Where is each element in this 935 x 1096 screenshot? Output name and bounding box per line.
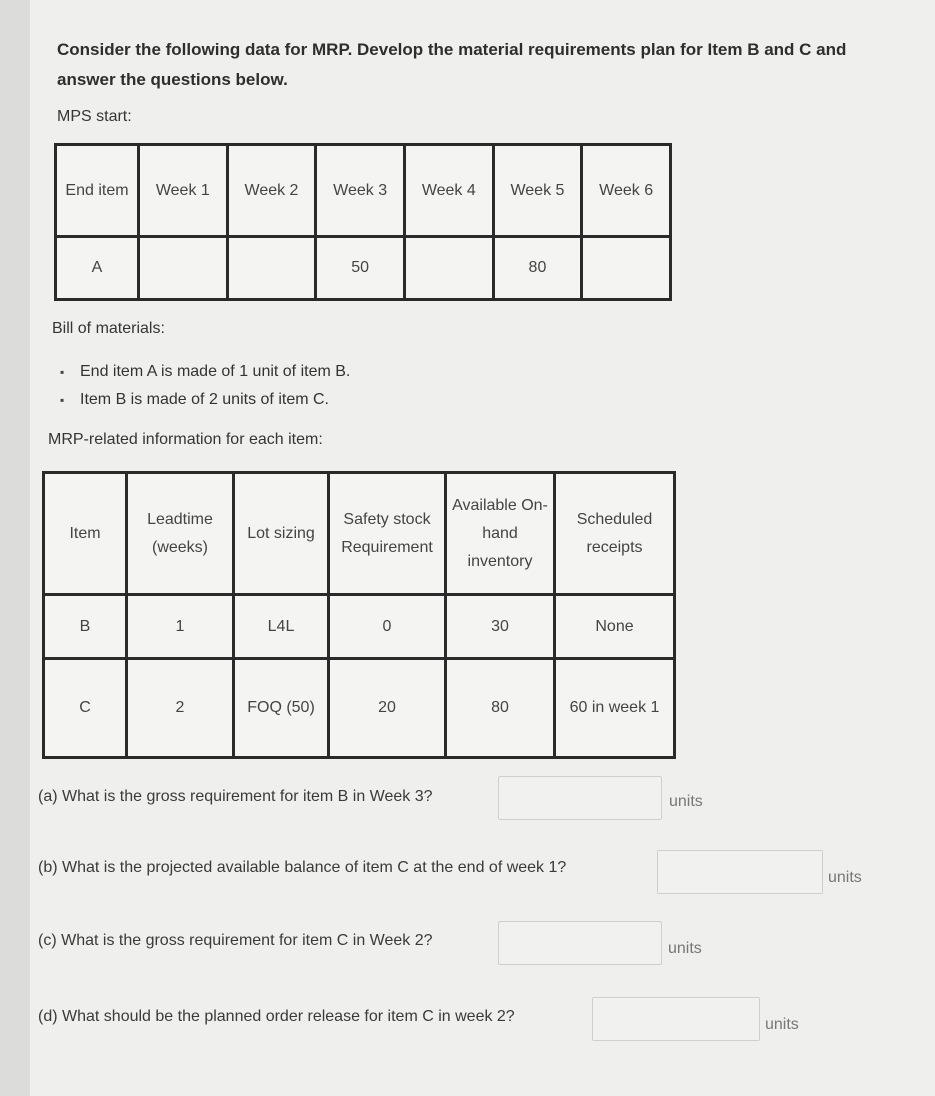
mps-table — [54, 143, 672, 301]
mps-header-cell: Week 2 — [227, 145, 316, 237]
answer-b-input[interactable] — [657, 850, 823, 894]
question-a: (a) What is the gross requirement for item B in Week 3? — [38, 788, 433, 805]
mps-cell — [227, 237, 316, 300]
mrp-header-cell: Lot sizing — [234, 473, 329, 595]
mps-cell — [582, 237, 671, 300]
mrp-row-c — [44, 659, 675, 758]
mps-header-cell: Week 4 — [404, 145, 493, 237]
answer-c-input[interactable] — [498, 921, 662, 965]
mrp-cell: 60 in week 1 — [555, 659, 675, 758]
mrp-cell: 20 — [329, 659, 446, 758]
bom-item: ▪ End item A is made of 1 unit of item B. — [60, 358, 350, 386]
mrp-row-b — [44, 595, 675, 659]
mps-header-cell: Week 1 — [139, 145, 228, 237]
mrp-header-cell: Available On-hand inventory — [446, 473, 555, 595]
mps-label: MPS start: — [57, 108, 132, 125]
mrp-cell: 2 — [127, 659, 234, 758]
mrp-cell: 1 — [127, 595, 234, 659]
mrp-cell: 0 — [329, 595, 446, 659]
mps-header-cell: End item — [56, 145, 139, 237]
mrp-cell: 30 — [446, 595, 555, 659]
mps-cell — [139, 237, 228, 300]
question-d: (d) What should be the planned order release for item C in week 2? — [38, 1008, 515, 1025]
mrp-label: MRP-related information for each item: — [48, 431, 323, 448]
unit-b: units — [828, 869, 862, 886]
mps-cell — [404, 237, 493, 300]
answer-d-input[interactable] — [592, 997, 760, 1041]
mps-cell: 80 — [493, 237, 582, 300]
mrp-header-row — [44, 473, 675, 595]
page-edge — [0, 0, 30, 1096]
mps-header-cell: Week 3 — [316, 145, 405, 237]
mps-row-a — [56, 237, 671, 300]
mps-header-row — [56, 145, 671, 237]
mrp-cell: L4L — [234, 595, 329, 659]
mrp-cell: FOQ (50) — [234, 659, 329, 758]
mrp-header-cell: Safety stock Requirement — [329, 473, 446, 595]
mrp-cell: None — [555, 595, 675, 659]
mps-header-cell: Week 5 — [493, 145, 582, 237]
question-b: (b) What is the projected available balance of item C at the end of week 1? — [38, 859, 567, 876]
mps-cell: A — [56, 237, 139, 300]
mrp-table — [42, 471, 676, 759]
bom-list — [60, 358, 350, 414]
unit-a: units — [669, 793, 703, 810]
mrp-cell: 80 — [446, 659, 555, 758]
mrp-cell: C — [44, 659, 127, 758]
mrp-cell: B — [44, 595, 127, 659]
question-c: (c) What is the gross requirement for item C in Week 2? — [38, 932, 433, 949]
answer-a-input[interactable] — [498, 776, 662, 820]
mrp-header-cell: Leadtime (weeks) — [127, 473, 234, 595]
mps-cell: 50 — [316, 237, 405, 300]
intro-text: Consider the following data for MRP. Develop the material requirements plan for Item B and C and answer the questions below. — [57, 40, 847, 89]
mrp-header-cell: Scheduled receipts — [555, 473, 675, 595]
bom-item: ▪ Item B is made of 2 units of item C. — [60, 386, 350, 414]
unit-d: units — [765, 1016, 799, 1033]
unit-c: units — [668, 940, 702, 957]
bom-label: Bill of materials: — [52, 320, 165, 337]
mps-header-cell: Week 6 — [582, 145, 671, 237]
mrp-header-cell: Item — [44, 473, 127, 595]
